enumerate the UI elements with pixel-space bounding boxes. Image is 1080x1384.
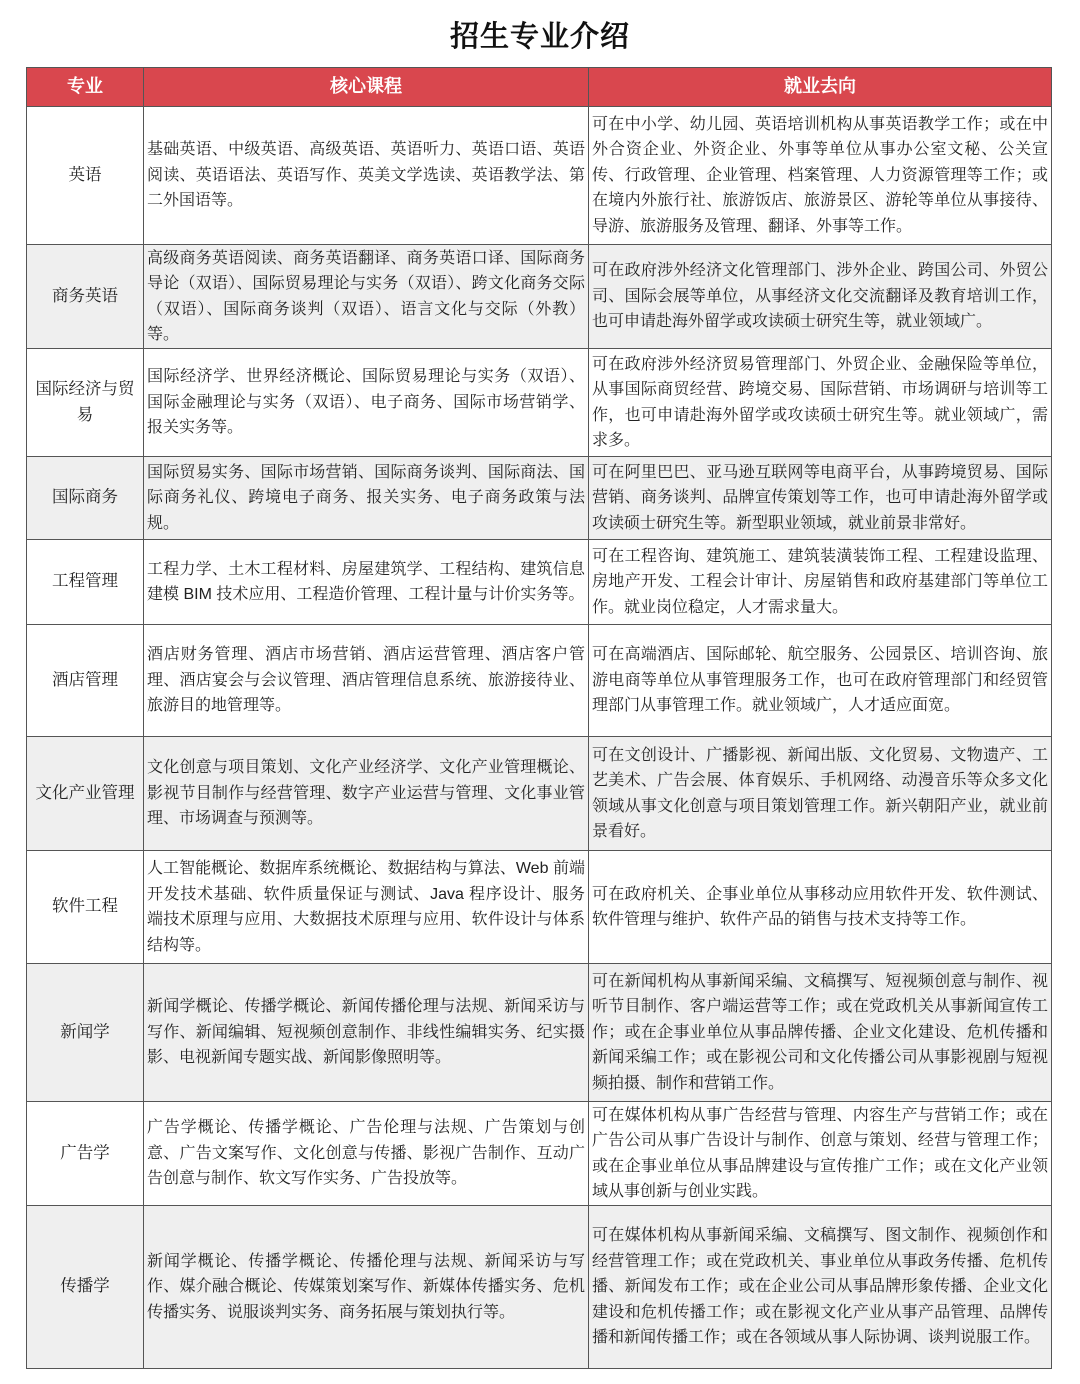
major-cell: 软件工程 (27, 851, 144, 964)
major-cell: 英语 (27, 107, 144, 245)
table-row (27, 737, 1052, 851)
major-cell: 工程管理 (27, 540, 144, 625)
table-header (27, 68, 1052, 107)
page-title: 招生专业介绍 (449, 21, 630, 53)
major-cell: 广告学 (27, 1102, 144, 1206)
courses-cell: 酒店财务管理、酒店市场营销、酒店运营管理、酒店客户管理、酒店宴会与会议管理、酒店管理信息系统、旅游接待业、旅游目的地管理等。 (144, 625, 589, 737)
careers-cell: 可在新闻机构从事新闻采编、文稿撰写、短视频创意与制作、视听节目制作、客户端运营等工作；或在党政机关从事新闻宣传工作；或在企事业单位从事品牌传播、企业文化建设、危机传播和新闻采编工作；或在影视公司和文化传播公司从事影视剧与短视频拍摄、制作和营销工作。 (589, 964, 1052, 1102)
courses-cell: 工程力学、土木工程材料、房屋建筑学、工程结构、建筑信息建模 BIM 技术应用、工程造价管理、工程计量与计价实务等。 (144, 540, 589, 625)
careers-cell: 可在文创设计、广播影视、新闻出版、文化贸易、文物遗产、工艺美术、广告会展、体育娱乐、手机网络、动漫音乐等众多文化领域从事文化创意与项目策划管理工作。新兴朝阳产业，就业前景看好。 (589, 737, 1052, 851)
careers-cell: 可在高端酒店、国际邮轮、航空服务、公园景区、培训咨询、旅游电商等单位从事管理服务工作，也可在政府管理部门和经贸管理部门从事管理工作。就业领域广，人才适应面宽。 (589, 625, 1052, 737)
careers-cell: 可在媒体机构从事广告经营与管理、内容生产与营销工作；或在广告公司从事广告设计与制作、创意与策划、经营与管理工作；或在企事业单位从事品牌建设与宣传推广工作；或在文化产业领域从事创新与创业实践。 (589, 1102, 1052, 1206)
major-cell: 国际经济与贸易 (27, 349, 144, 457)
table-row (27, 349, 1052, 457)
major-cell: 国际商务 (27, 457, 144, 540)
header-careers: 就业去向 (589, 68, 1052, 107)
table-row (27, 457, 1052, 540)
courses-cell: 广告学概论、传播学概论、广告伦理与法规、广告策划与创意、广告文案写作、文化创意与传播、影视广告制作、互动广告创意与制作、软文写作实务、广告投放等。 (144, 1102, 589, 1206)
courses-cell: 人工智能概论、数据库系统概论、数据结构与算法、Web 前端开发技术基础、软件质量保证与测试、Java 程序设计、服务端技术原理与应用、大数据技术原理与应用、软件设计与体系结构等。 (144, 851, 589, 964)
careers-cell: 可在政府涉外经济文化管理部门、涉外企业、跨国公司、外贸公司、国际会展等单位，从事经济文化交流翻译及教育培训工作，也可申请赴海外留学或攻读硕士研究生等，就业领域广。 (589, 245, 1052, 349)
major-cell: 文化产业管理 (27, 737, 144, 851)
majors-table (26, 67, 1052, 1369)
table-row (27, 1102, 1052, 1206)
major-cell: 商务英语 (27, 245, 144, 349)
careers-cell: 可在工程咨询、建筑施工、建筑装潢装饰工程、工程建设监理、房地产开发、工程会计审计、房屋销售和政府基建部门等单位工作。就业岗位稳定，人才需求量大。 (589, 540, 1052, 625)
table-row (27, 540, 1052, 625)
table-row (27, 1206, 1052, 1369)
careers-cell: 可在政府涉外经济贸易管理部门、外贸企业、金融保险等单位，从事国际商贸经营、跨境交易、国际营销、市场调研与培训等工作，也可申请赴海外留学或攻读硕士研究生等。就业领域广，需求多。 (589, 349, 1052, 457)
major-cell: 新闻学 (27, 964, 144, 1102)
table-row (27, 245, 1052, 349)
careers-cell: 可在阿里巴巴、亚马逊互联网等电商平台，从事跨境贸易、国际营销、商务谈判、品牌宣传策划等工作，也可申请赴海外留学或攻读硕士研究生等。新型职业领域，就业前景非常好。 (589, 457, 1052, 540)
courses-cell: 国际贸易实务、国际市场营销、国际商务谈判、国际商法、国际商务礼仪、跨境电子商务、报关实务、电子商务政策与法规。 (144, 457, 589, 540)
table-row (27, 625, 1052, 737)
table-row (27, 851, 1052, 964)
careers-cell: 可在媒体机构从事新闻采编、文稿撰写、图文制作、视频创作和经营管理工作；或在党政机关、事业单位从事政务传播、危机传播、新闻发布工作；或在企业公司从事品牌形象传播、企业文化建设和危机传播工作；或在影视文化产业从事产品管理、品牌传播和新闻传播工作；或在各领域从事人际协调、谈判说服工作。 (589, 1206, 1052, 1369)
careers-cell: 可在政府机关、企事业单位从事移动应用软件开发、软件测试、软件管理与维护、软件产品的销售与技术支持等工作。 (589, 851, 1052, 964)
courses-cell: 高级商务英语阅读、商务英语翻译、商务英语口译、国际商务导论（双语）、国际贸易理论与实务（双语）、跨文化商务交际（双语）、国际商务谈判（双语）、语言文化与交际（外教）等。 (144, 245, 589, 349)
careers-cell: 可在中小学、幼儿园、英语培训机构从事英语教学工作；或在中外合资企业、外资企业、外事等单位从事办公室文秘、公关宣传、行政管理、企业管理、档案管理、人力资源管理等工作；或在境内外旅行社、旅游饭店、旅游景区、游轮等单位从事接待、导游、旅游服务及管理、翻译、外事等工作。 (589, 107, 1052, 245)
courses-cell: 基础英语、中级英语、高级英语、英语听力、英语口语、英语阅读、英语语法、英语写作、英美文学选读、英语教学法、第二外国语等。 (144, 107, 589, 245)
courses-cell: 新闻学概论、传播学概论、传播伦理与法规、新闻采访与写作、媒介融合概论、传媒策划案写作、新媒体传播实务、危机传播实务、说服谈判实务、商务拓展与策划执行等。 (144, 1206, 589, 1369)
major-cell: 传播学 (27, 1206, 144, 1369)
header-courses: 核心课程 (144, 68, 589, 107)
table-row (27, 107, 1052, 245)
courses-cell: 文化创意与项目策划、文化产业经济学、文化产业管理概论、影视节目制作与经营管理、数字产业运营与管理、文化事业管理、市场调查与预测等。 (144, 737, 589, 851)
major-cell: 酒店管理 (27, 625, 144, 737)
table-row (27, 964, 1052, 1102)
courses-cell: 国际经济学、世界经济概论、国际贸易理论与实务（双语）、国际金融理论与实务（双语）、电子商务、国际市场营销学、报关实务等。 (144, 349, 589, 457)
courses-cell: 新闻学概论、传播学概论、新闻传播伦理与法规、新闻采访与写作、新闻编辑、短视频创意制作、非线性编辑实务、纪实摄影、电视新闻专题实战、新闻影像照明等。 (144, 964, 589, 1102)
header-major: 专业 (27, 68, 144, 107)
